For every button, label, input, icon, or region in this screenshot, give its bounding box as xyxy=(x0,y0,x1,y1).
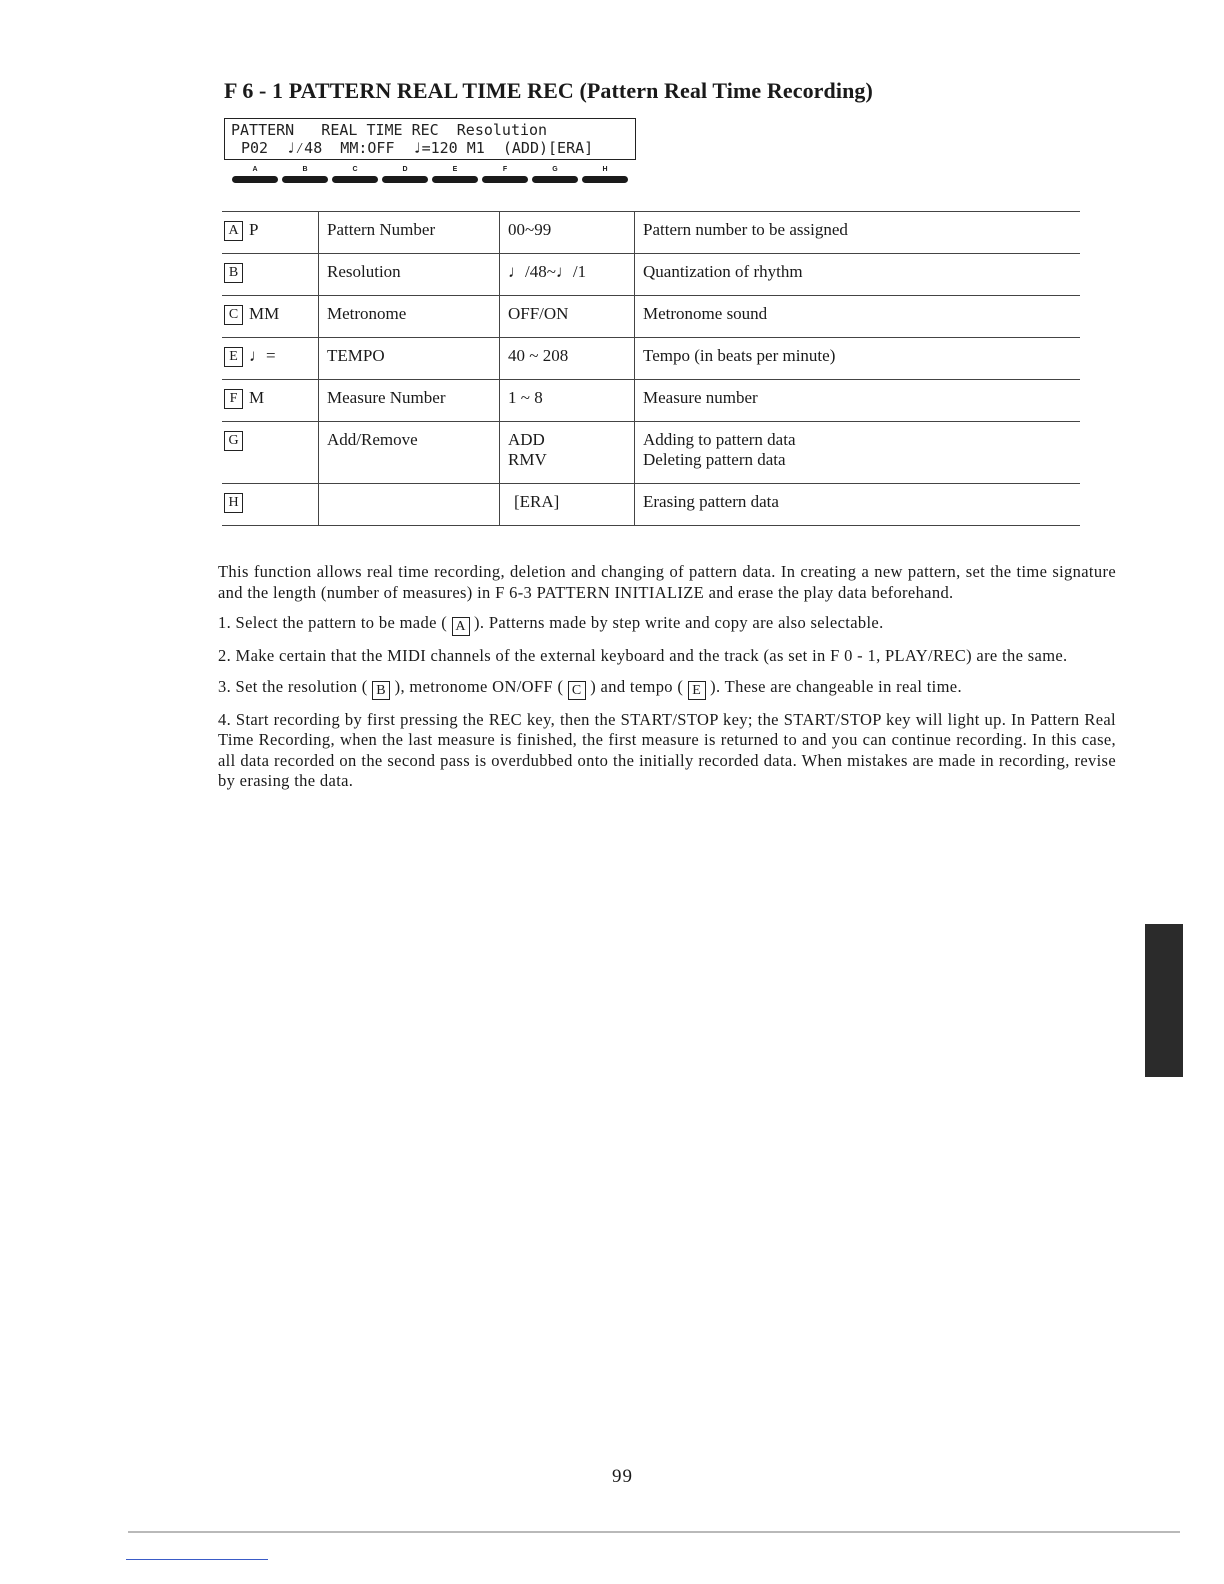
range-rmv: RMV xyxy=(508,450,547,469)
key-cell xyxy=(222,254,319,296)
table-row xyxy=(222,422,1080,484)
param-range: ♩/48~♩/1 xyxy=(500,254,635,296)
key-box: F xyxy=(224,389,243,409)
softkey-label: E xyxy=(452,166,458,173)
param-range xyxy=(500,422,635,484)
step-3 xyxy=(218,677,1116,700)
key-box: A xyxy=(224,221,243,241)
param-name: Resolution xyxy=(319,254,500,296)
description-add: Adding to pattern data xyxy=(643,430,796,449)
param-description xyxy=(635,422,1081,484)
param-name: Measure Number xyxy=(319,380,500,422)
softkey-label: G xyxy=(552,166,558,173)
softkey-row xyxy=(232,166,632,188)
parameter-table xyxy=(222,211,1080,526)
softkey-h[interactable] xyxy=(582,166,628,188)
param-range: 1 ~ 8 xyxy=(500,380,635,422)
footer-rule xyxy=(128,1531,1180,1533)
table-row xyxy=(222,296,1080,338)
param-range: 40 ~ 208 xyxy=(500,338,635,380)
step-text: 1. Select the pattern to be made ( xyxy=(218,613,452,632)
key-box: B xyxy=(224,263,243,283)
softkey-e[interactable] xyxy=(432,166,478,188)
body-text xyxy=(218,562,1116,802)
key-abbr: M xyxy=(249,388,265,407)
param-name: TEMPO xyxy=(319,338,500,380)
softkey-c[interactable] xyxy=(332,166,378,188)
softkey-b[interactable] xyxy=(282,166,328,188)
description-rmv: Deleting pattern data xyxy=(643,450,786,469)
step-text: ). Patterns made by step write and copy are also selectable. xyxy=(469,613,884,632)
lcd-display xyxy=(224,118,636,160)
step-1 xyxy=(218,613,1116,636)
softkey-bar xyxy=(232,176,278,183)
softkey-bar xyxy=(582,176,628,183)
table-row xyxy=(222,212,1080,254)
key-cell xyxy=(222,296,319,338)
page-number: 99 xyxy=(612,1466,633,1487)
key-cell xyxy=(222,338,319,380)
lcd-line-1: PATTERN REAL TIME REC Resolution xyxy=(231,121,548,139)
softkey-bar xyxy=(432,176,478,183)
softkey-g[interactable] xyxy=(532,166,578,188)
key-box: G xyxy=(224,431,243,451)
softkey-label: D xyxy=(402,166,408,173)
softkey-a[interactable] xyxy=(232,166,278,188)
param-name: Add/Remove xyxy=(319,422,500,484)
key-abbr: MM xyxy=(249,304,280,323)
param-range: OFF/ON xyxy=(500,296,635,338)
table-row xyxy=(222,380,1080,422)
step-4: 4. Start recording by first pressing the REC key, then the START/STOP key; the START/STOP key will light up. In Pattern Real Time Recording, when the last measure is finished, the first measure is returned to and you can continue recording. In this case, all data recorded on the second pass is overdubbed onto the initially recorded data. When mistakes are made in recording, revise by erasing the data. xyxy=(218,709,1116,790)
key-abbr: ♩= xyxy=(249,346,276,365)
intro-paragraph: This function allows real time recording, deletion and changing of pattern data. In creating a new pattern, set the time signature and the length (number of measures) in F 6-3 PATTERN INITIALIZE and erase the play data beforehand. xyxy=(218,562,1116,602)
step-text: ), metronome ON/OFF ( xyxy=(390,676,568,696)
table-row xyxy=(222,254,1080,296)
softkey-label: H xyxy=(602,166,608,173)
softkey-f[interactable] xyxy=(482,166,528,188)
param-name: Metronome xyxy=(319,296,500,338)
key-box: C xyxy=(224,305,243,325)
softkey-bar xyxy=(532,176,578,183)
param-description: Pattern number to be assigned xyxy=(635,212,1081,254)
key-cell xyxy=(222,380,319,422)
softkey-label: C xyxy=(352,166,358,173)
step-text: 3. Set the resolution ( xyxy=(218,676,373,696)
page-title: F 6 - 1 PATTERN REAL TIME REC (Pattern Real Time Recording) xyxy=(224,78,873,103)
key-cell xyxy=(222,212,319,254)
step-text: ). These are changeable in real time. xyxy=(705,676,962,696)
softkey-label: F xyxy=(502,166,508,173)
key-cell xyxy=(222,484,319,526)
softkey-bar xyxy=(482,176,528,183)
param-description: Measure number xyxy=(635,380,1081,422)
param-name: Pattern Number xyxy=(319,212,500,254)
key-box: E xyxy=(224,347,243,367)
param-description: Tempo (in beats per minute) xyxy=(635,338,1081,380)
key-box: C xyxy=(568,681,586,700)
softkey-label: B xyxy=(302,166,308,173)
range-add: ADD xyxy=(508,430,545,449)
table-row xyxy=(222,484,1080,526)
param-description: Quantization of rhythm xyxy=(635,254,1081,296)
softkey-d[interactable] xyxy=(382,166,428,188)
param-range: 00~99 xyxy=(500,212,635,254)
param-description: Erasing pattern data xyxy=(635,484,1081,526)
key-box: H xyxy=(224,493,243,513)
key-box: E xyxy=(688,681,706,700)
key-box: A xyxy=(452,617,470,636)
param-name xyxy=(319,484,500,526)
step-text: ) and tempo ( xyxy=(585,676,688,696)
softkey-bar xyxy=(382,176,428,183)
key-cell xyxy=(222,422,319,484)
section-thumb-tab xyxy=(1145,924,1183,1077)
param-range: [ERA] xyxy=(500,484,635,526)
softkey-label: A xyxy=(252,166,258,173)
key-box: B xyxy=(372,681,390,700)
key-abbr: P xyxy=(249,220,259,239)
softkey-bar xyxy=(282,176,328,183)
lcd-line-2: P02 ♩⁄48 MM:OFF ♩=120 M1 (ADD)[ERA] xyxy=(241,139,594,157)
softkey-bar xyxy=(332,176,378,183)
footer-accent-line xyxy=(126,1559,268,1560)
param-description: Metronome sound xyxy=(635,296,1081,338)
step-2: 2. Make certain that the MIDI channels of the external keyboard and the track (as set in F 0 - 1, PLAY/REC) are the same. xyxy=(218,646,1068,665)
table-row xyxy=(222,338,1080,380)
